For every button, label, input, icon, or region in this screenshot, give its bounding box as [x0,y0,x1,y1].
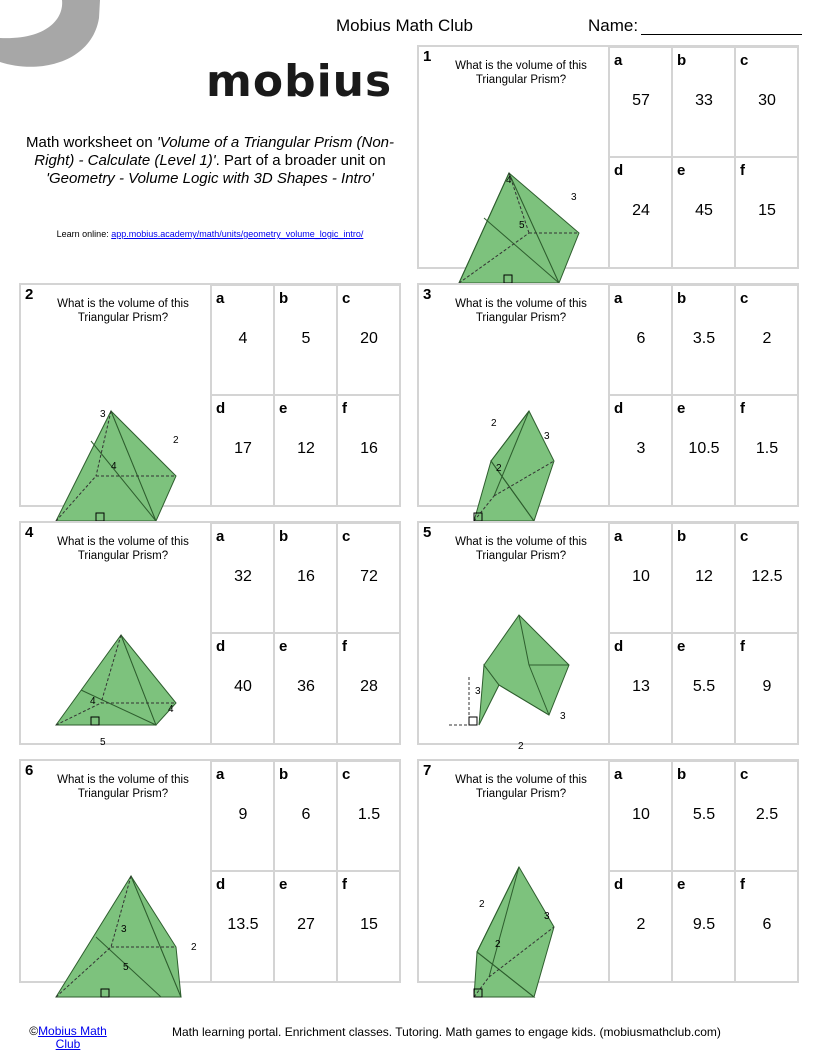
mobius-logo [206,56,401,107]
prism-diagram [439,93,609,263]
question-card [19,521,401,748]
option-letter: f [740,876,745,893]
footer-copyright: ©Mobius Math Club [29,1024,107,1051]
option-value: 12 [297,440,315,457]
answer-option-a[interactable] [210,284,274,395]
answer-option-e[interactable] [671,870,735,981]
answer-grid [210,522,400,743]
option-value: 2 [636,916,646,933]
option-value: 2.5 [755,806,779,823]
prism-diagram [41,331,211,501]
option-letter: d [614,638,624,655]
option-value: 10 [632,568,650,585]
answer-option-e[interactable] [671,156,735,267]
depth-label: 3 [571,192,577,203]
option-value: 15 [360,916,378,933]
answer-option-e[interactable] [273,870,337,981]
depth-label: 3 [544,431,550,442]
prism-diagram [41,807,211,977]
option-letter: a [216,528,225,545]
option-value: 12.5 [751,568,783,585]
answer-option-c[interactable] [734,522,798,633]
option-value: 10.5 [688,440,720,457]
option-value: 9.5 [692,916,716,933]
option-value: 12 [695,568,713,585]
question-card [19,283,401,507]
option-letter: e [677,876,686,893]
option-value: 5.5 [692,806,716,823]
depth-label: 2 [191,942,197,953]
option-letter: b [279,766,289,783]
option-letter: f [342,876,347,893]
height-label: 2 [479,899,485,910]
answer-option-a[interactable] [210,522,274,633]
name-label: Name: [588,16,639,35]
option-letter: e [677,400,686,417]
option-value: 27 [297,916,315,933]
answer-option-e[interactable] [671,394,735,505]
answer-grid [210,760,400,981]
answer-option-c[interactable] [336,522,400,633]
question-text: What is the volume of this Triangular Prism? [57,774,189,800]
answer-grid [608,760,798,981]
answer-option-a[interactable] [210,760,274,871]
option-letter: b [279,290,289,307]
option-value: 6 [762,916,772,933]
option-value: 24 [632,202,650,219]
answer-option-e[interactable] [273,632,337,743]
answer-option-d[interactable] [608,870,672,981]
option-value: 40 [234,678,252,695]
question-text: What is the volume of this Triangular Prism? [455,536,587,562]
height-label: 4 [506,175,512,186]
base-label: 5 [123,962,129,973]
answer-option-a[interactable] [608,46,672,157]
option-letter: d [614,400,624,417]
answer-option-d[interactable] [210,870,274,981]
question-number: 5 [423,524,432,541]
option-letter: c [740,52,749,69]
option-value: 1.5 [357,806,381,823]
height-label: 4 [90,696,96,707]
option-value: 13.5 [227,916,259,933]
option-letter: f [740,638,745,655]
option-letter: d [614,876,624,893]
answer-option-b[interactable] [671,522,735,633]
answer-option-f[interactable] [336,632,400,743]
base-label: 5 [519,220,525,231]
option-letter: e [279,638,288,655]
option-value: 4 [238,330,248,347]
option-letter: f [342,400,347,417]
option-letter: e [677,638,686,655]
answer-option-d[interactable] [210,394,274,505]
option-value: 17 [234,440,252,457]
depth-label: 4 [168,704,174,715]
option-letter: e [677,162,686,179]
answer-option-a[interactable] [608,284,672,395]
question-number: 4 [25,524,34,541]
answer-grid [608,46,798,267]
question-text: What is the volume of this Triangular Prism? [455,774,587,800]
option-value: 30 [758,92,776,109]
option-value: 2 [762,330,772,347]
height-label: 3 [100,409,106,420]
depth-label: 3 [560,711,566,722]
base-label: 5 [100,737,106,748]
answer-option-b[interactable] [273,522,337,633]
option-value: 3 [636,440,646,457]
logo-swoosh-graphic [0,0,105,105]
option-value: 1.5 [755,440,779,457]
answer-option-d[interactable] [608,632,672,743]
option-letter: d [216,638,226,655]
option-letter: c [342,766,351,783]
option-letter: a [216,290,225,307]
answer-option-c[interactable] [336,284,400,395]
option-letter: a [614,766,623,783]
option-letter: a [614,290,623,307]
option-letter: b [677,290,687,307]
answer-option-a[interactable] [608,760,672,871]
question-number: 3 [423,286,432,303]
question-text: What is the volume of this Triangular Prism? [455,60,587,86]
base-label: 2 [496,463,502,474]
option-letter: c [342,290,351,307]
option-letter: c [342,528,351,545]
height-label: 2 [491,418,497,429]
base-label: 4 [111,461,117,472]
answer-option-b[interactable] [671,760,735,871]
worksheet-description: Math worksheet on 'Volume of a Triangular Prism (Non-Right) - Calculate (Level 1)'. Part of a broader unit on 'Geometry - Volume Logic with 3D Shapes - Intro' [25,134,394,187]
option-value: 9 [762,678,772,695]
option-value: 72 [360,568,378,585]
question-number: 1 [423,48,432,65]
answer-option-f[interactable] [734,156,798,267]
option-letter: a [216,766,225,783]
option-letter: f [342,638,347,655]
answer-option-e[interactable] [671,632,735,743]
height-label: 3 [475,686,481,697]
option-value: 33 [695,92,713,109]
option-letter: a [614,528,623,545]
height-label: 3 [121,924,127,935]
option-letter: b [677,52,687,69]
option-value: 15 [758,202,776,219]
option-value: 57 [632,92,650,109]
option-letter: b [677,766,687,783]
answer-option-d[interactable] [210,632,274,743]
question-number: 7 [423,762,432,779]
answer-option-d[interactable] [608,156,672,267]
question-number: 6 [25,762,34,779]
answer-option-f[interactable] [336,870,400,981]
option-letter: e [279,400,288,417]
answer-option-b[interactable] [671,46,735,157]
answer-option-b[interactable] [273,284,337,395]
question-card [19,759,401,983]
question-number: 2 [25,286,34,303]
answer-option-f[interactable] [734,632,798,743]
answer-option-f[interactable] [734,870,798,981]
question-card [417,45,799,269]
option-letter: d [216,400,226,417]
answer-grid [210,284,400,505]
depth-label: 3 [544,911,550,922]
option-letter: b [677,528,687,545]
question-text: What is the volume of this Triangular Prism? [57,536,189,562]
depth-label: 2 [173,435,179,446]
logo-text: mobius [206,56,393,107]
option-letter: c [740,528,749,545]
base-label: 2 [518,741,524,752]
learn-online-link[interactable]: app.mobius.academy/math/units/geometry_volume_logic_intro/ [111,229,364,239]
base-label: 2 [495,939,501,950]
option-value: 6 [301,806,311,823]
question-text: What is the volume of this Triangular Prism? [57,298,189,324]
answer-option-c[interactable] [734,284,798,395]
option-letter: e [279,876,288,893]
prism-diagram [41,569,211,748]
option-letter: c [740,766,749,783]
answer-option-f[interactable] [734,394,798,505]
option-value: 20 [360,330,378,347]
option-value: 10 [632,806,650,823]
answer-option-d[interactable] [608,394,672,505]
option-value: 16 [360,440,378,457]
name-input-line[interactable] [641,34,802,35]
answer-grid [608,522,798,743]
option-value: 36 [297,678,315,695]
option-letter: f [740,400,745,417]
option-value: 28 [360,678,378,695]
option-value: 5 [301,330,311,347]
option-value: 45 [695,202,713,219]
answer-option-b[interactable] [671,284,735,395]
option-value: 32 [234,568,252,585]
answer-option-e[interactable] [273,394,337,505]
footer-link[interactable]: Mobius Math Club [38,1024,107,1051]
answer-option-f[interactable] [336,394,400,505]
learn-online: Learn online: app.mobius.academy/math/units/geometry_volume_logic_intro/ [56,229,364,239]
footer-tagline: Math learning portal. Enrichment classes. Tutoring. Math games to engage kids. (mobiusmathclub.com) [172,1025,721,1039]
option-value: 6 [636,330,646,347]
option-value: 5.5 [692,678,716,695]
right-angle-marker [469,717,477,725]
question-card [417,283,799,507]
prism-diagram [439,569,609,752]
answer-option-c[interactable] [734,46,798,157]
club-title: Mobius Math Club [336,16,474,35]
option-letter: d [614,162,624,179]
option-letter: a [614,52,623,69]
option-value: 16 [297,568,315,585]
option-value: 3.5 [692,330,716,347]
answer-option-b[interactable] [273,760,337,871]
question-card [417,521,799,752]
answer-grid [608,284,798,505]
question-card [417,759,799,983]
option-letter: d [216,876,226,893]
prism-diagram [439,331,609,501]
option-value: 9 [238,806,248,823]
prism-diagram [439,807,609,977]
answer-option-c[interactable] [734,760,798,871]
answer-option-a[interactable] [608,522,672,633]
option-value: 13 [632,678,650,695]
option-letter: c [740,290,749,307]
option-letter: f [740,162,745,179]
option-letter: b [279,528,289,545]
answer-option-c[interactable] [336,760,400,871]
question-text: What is the volume of this Triangular Prism? [455,298,587,324]
